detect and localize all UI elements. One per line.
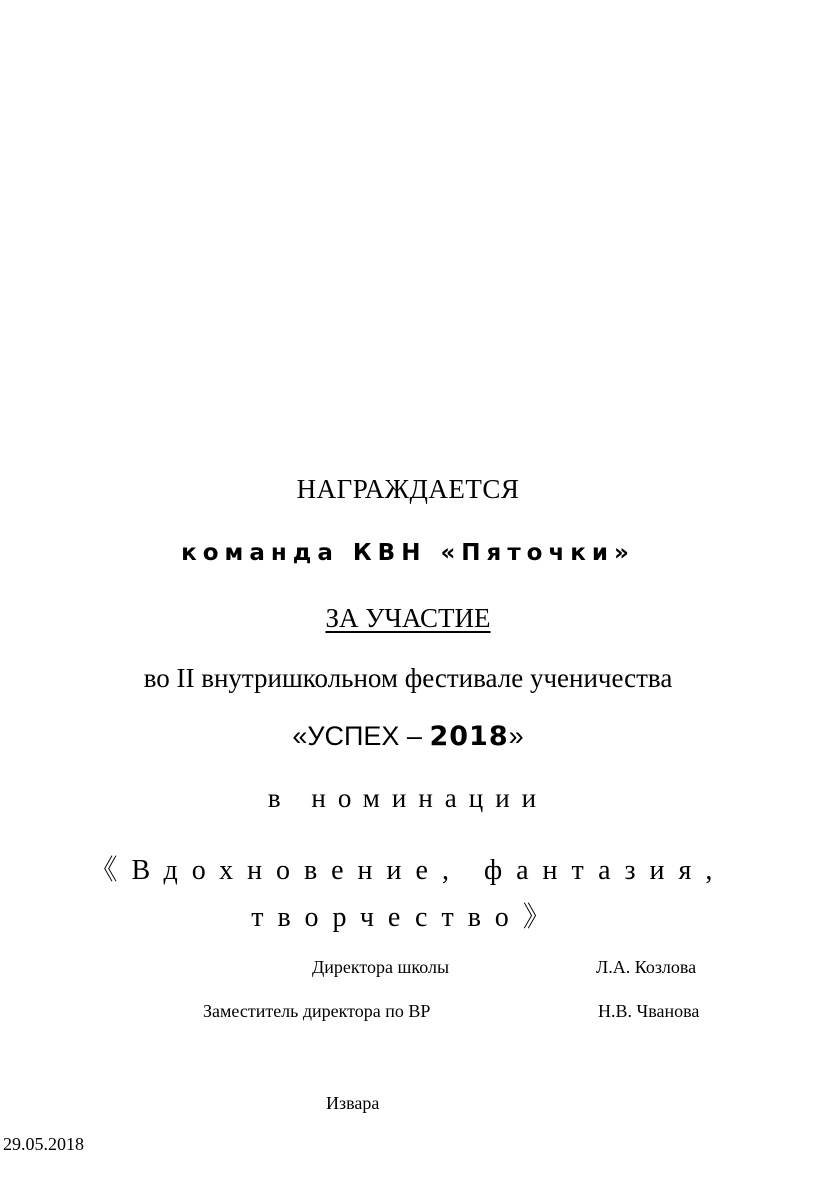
event-close-quote: » (508, 721, 524, 751)
category-line-1: 《Вдохновение, фантазия, (89, 855, 727, 886)
signature-name-director: Л.А. Козлова (596, 957, 697, 977)
signature-role-deputy: Заместитель директора по ВР (203, 1001, 431, 1021)
event-name: «УСПЕХ – (292, 721, 430, 751)
event-year: 2018 (429, 721, 509, 752)
awarded-heading: НАГРАЖДАЕТСЯ (296, 474, 520, 504)
signature-role-director: Директора школы (312, 957, 450, 977)
event-title (0, 721, 816, 752)
place-name: Извара (326, 1093, 380, 1113)
issue-date: 29.05.2018 (3, 1134, 84, 1154)
team-name: команда КВН «Пяточки» (181, 540, 635, 566)
participation-heading: ЗА УЧАСТИЕ (325, 603, 491, 633)
festival-description: во II внутришкольном фестивале ученичества (143, 663, 673, 693)
category-line-2: творчество》 (251, 902, 565, 933)
nomination-label: в номинации (267, 783, 549, 813)
signature-name-deputy: Н.В. Чванова (598, 1001, 700, 1021)
